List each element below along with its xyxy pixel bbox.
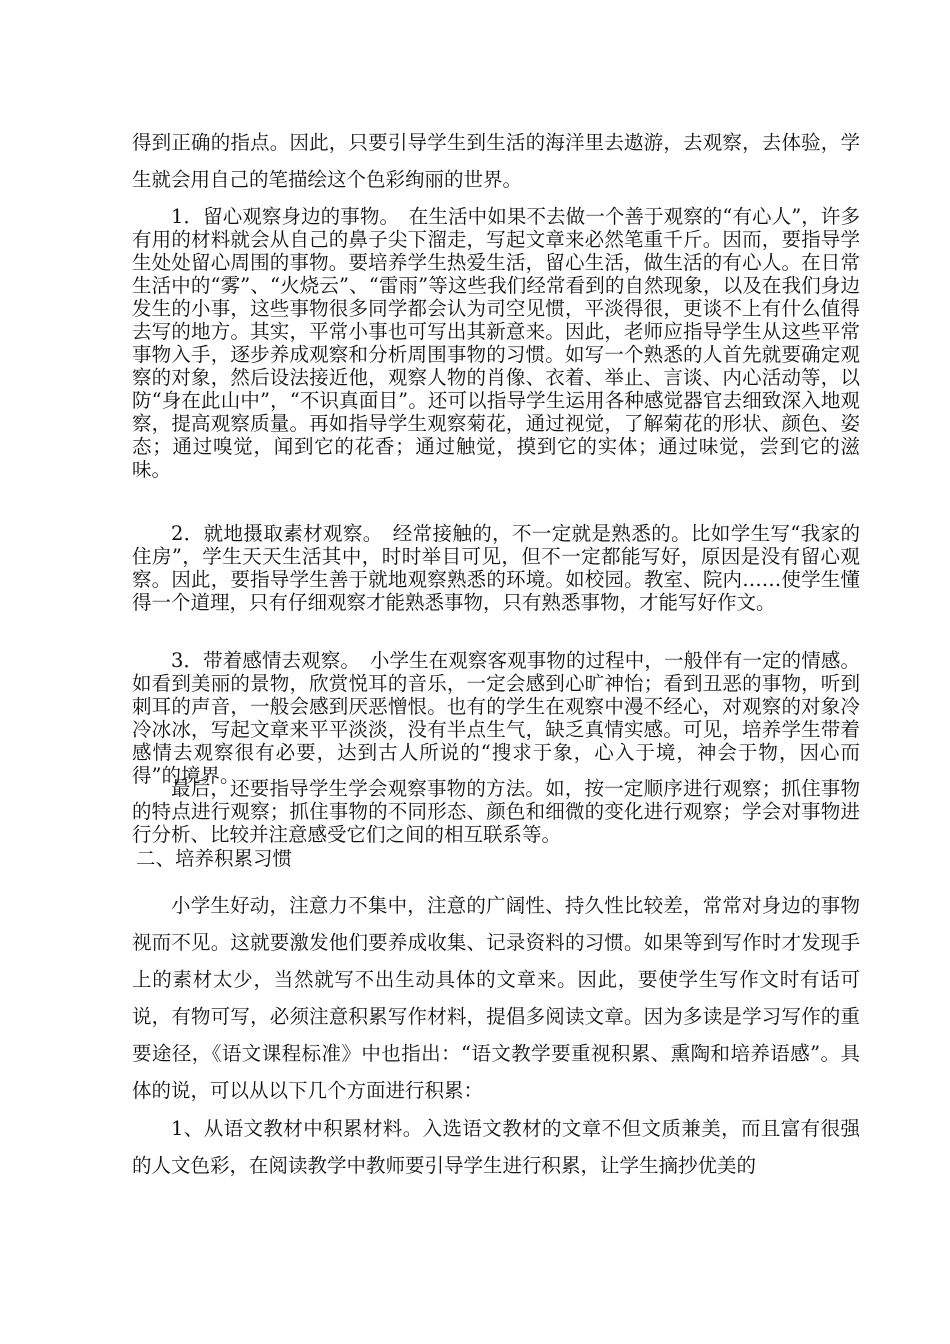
- paragraph-observation-methods: 最后，还要指导学生学会观察事物的方法。如，按一定顺序进行观察；抓住事物的特点进行观察；抓住事物的不同形态、颜色和细微的变化进行观察；学会对事物进行分析、比较并注意感受它们之间的相互联系等。: [132, 777, 860, 846]
- paragraph-local-material: 2．就地摄取素材观察。 经常接触的，不一定就是熟悉的。比如学生写“我家的住房”，学生天天生活其中，时时举目可见，但不一定都能写好，原因是没有留心观察。因此，要指导学生善于就地观察熟悉的环境。如校园。教室、院内……使学生懂得一个道理，只有仔细观察才能熟悉事物，只有熟悉事物，才能写好作文。: [132, 522, 860, 614]
- paragraph-continuation: 得到正确的指点。因此，只要引导学生到生活的海洋里去遨游，去观察，去体验，学生就会用自己的笔描绘这个色彩绚丽的世界。: [132, 131, 860, 191]
- paragraph-observe-with-emotion: 3．带着感情去观察。 小学生在观察客观事物的过程中，一般伴有一定的情感。如看到美丽的景物，欣赏悦耳的音乐，一定会感到心旷神怡；看到丑恶的事物，听到刺耳的声音，一般会感到厌恶憎恨。也有的学生在观察中漫不经心，对观察的对象冷冷冰冰，写起文章来平平淡淡，没有半点生气，缺乏真情实感。可见，培养学生带着感情去观察很有必要，达到古人所说的“搜求于象，心入于境，神会于物，因心而得”的境界。: [132, 649, 860, 787]
- paragraph-textbook-accumulation: 1、从语文教材中积累材料。入选语文教材的文章不但文质兼美，而且富有很强的人文色彩，在阅读教学中教师要引导学生进行积累，让学生摘抄优美的: [132, 1117, 860, 1177]
- section-heading-accumulation-habit: 二、培养积累习惯: [136, 847, 293, 870]
- paragraph-observe-surroundings: 1．留心观察身边的事物。 在生活中如果不去做一个善于观察的“有心人”，许多有用的材料就会从自己的鼻子尖下溜走，写起文章来必然笔重千斤。因而，要指导学生处处留心周围的事物。要培养学生热爱生活，留心生活，做生活的有心人。在日常生活中的“雾”、“火烧云”、“雷雨”等这些我们经常看到的自然现象，以及在我们身边发生的小事，这些事物很多同学都会认为司空见惯，平淡得很，更谈不上有什么值得去写的地方。其实，平常小事也可写出其新意来。因此，老师应指导学生从这些平常事物入手，逐步养成观察和分析周围事物的习惯。如写一个熟悉的人首先就要确定观察的对象，然后设法接近他，观察人物的肖像、衣着、举止、言谈、内心活动等，以防“身在此山中”，“不识真面目”。还可以指导学生运用各种感觉器官去细致深入地观察，提高观察质量。再如指导学生观察菊花，通过视觉，了解菊花的形状、颜色、姿态；通过嗅觉，闻到它的花香；通过触觉，摸到它的实体；通过味觉，尝到它的滋味。: [132, 205, 860, 481]
- paragraph-accumulation-intro: 小学生好动，注意力不集中，注意的广阔性、持久性比较差，常常对身边的事物视而不见。这就要激发他们要养成收集、记录资料的习惯。如果等到写作时才发现手上的素材太少，当然就写不出生动具体的文章来。因此，要使学生写作文时有话可说，有物可写，必须注意积累写作材料，提倡多阅读文章。因为多读是学习写作的重要途径，《语文课程标准》中也指出：“语文教学要重视积累、熏陶和培养语感”。具体的说，可以从以下几个方面进行积累：: [132, 894, 860, 1102]
